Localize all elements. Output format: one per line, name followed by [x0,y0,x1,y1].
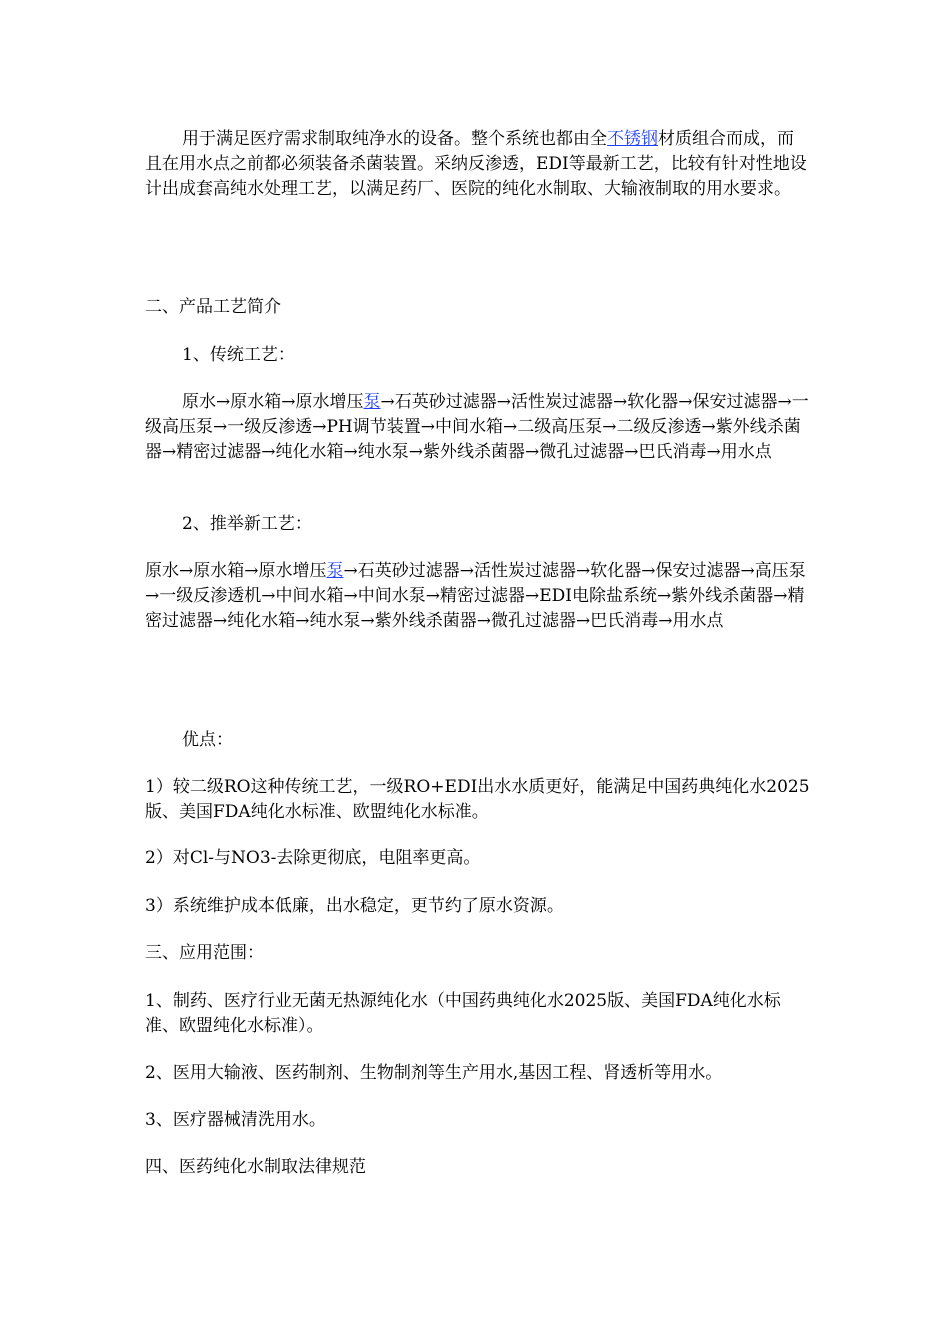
intro-paragraph [145,127,810,202]
application-item: 3、医疗器械清洗用水。 [145,1110,326,1130]
section2-heading: 二、产品工艺简介 [145,297,281,317]
traditional-process-text [145,390,810,465]
traditional-text-start: 原水→原水箱→原水增压 [182,392,364,412]
pump-link[interactable]: 泵 [326,561,344,581]
recommended-text-end: →石英砂过滤器→活性炭过滤器→软化器→保安过滤器→高压泵→一级反渗透机→中间水箱→中间水泵→精密过滤器→EDI电除盐系统→紫外线杀菌器→精密过滤器→纯化水箱→纯水泵→紫外线杀菌器→微孔过滤器→巴氏消毒→用水点 [145,561,806,631]
pump-link[interactable]: 泵 [363,392,381,412]
section4-heading: 四、医药纯化水制取法律规范 [145,1157,366,1177]
recommended-process-text [145,559,810,634]
traditional-text-end: →石英砂过滤器→活性炭过滤器→软化器→保安过滤器→一级高压泵→一级反渗透→PH调节装置→中间水箱→二级高压泵→二级反渗透→紫外线杀菌器→精密过滤器→纯化水箱→纯水泵→紫外线杀菌器→微孔过滤器→巴氏消毒→用水点 [145,392,809,462]
advantage-item: 3）系统维护成本低廉，出水稳定，更节约了原水资源。 [145,896,564,916]
recommended-process-label: 2、推举新工艺： [182,514,312,534]
advantage-item: 1）较二级RO这种传统工艺，一级RO+EDI出水水质更好，能满足中国药典纯化水2025版、美国FDA纯化水标准、欧盟纯化水标准。 [145,777,810,822]
application-item: 2、医用大输液、医药制剂、生物制剂等生产用水,基因工程、肾透析等用水。 [145,1063,723,1083]
intro-text-end: 材质组合而成，而且在用水点之前都必须装备杀菌装置。采纳反渗透，EDI等最新工艺，比较有针对性地设计出成套高纯水处理工艺，以满足药厂、医院的纯化水制取、大输液制取的用水要求。 [145,129,807,199]
advantage-item: 2）对Cl-与NO3-去除更彻底，电阻率更高。 [145,848,481,868]
recommended-text-start: 原水→原水箱→原水增压 [145,561,327,581]
section3-heading: 三、应用范围： [145,943,264,963]
advantages-label: 优点： [182,730,233,750]
application-item: 1、制药、医疗行业无菌无热源纯化水（中国药典纯化水2025版、美国FDA纯化水标准、欧盟纯化水标准）。 [145,991,781,1036]
stainless-steel-link[interactable]: 不锈钢 [607,129,658,149]
intro-text-start: 用于满足医疗需求制取纯净水的设备。整个系统也都由全 [182,129,607,149]
traditional-process-label: 1、传统工艺： [182,345,295,365]
